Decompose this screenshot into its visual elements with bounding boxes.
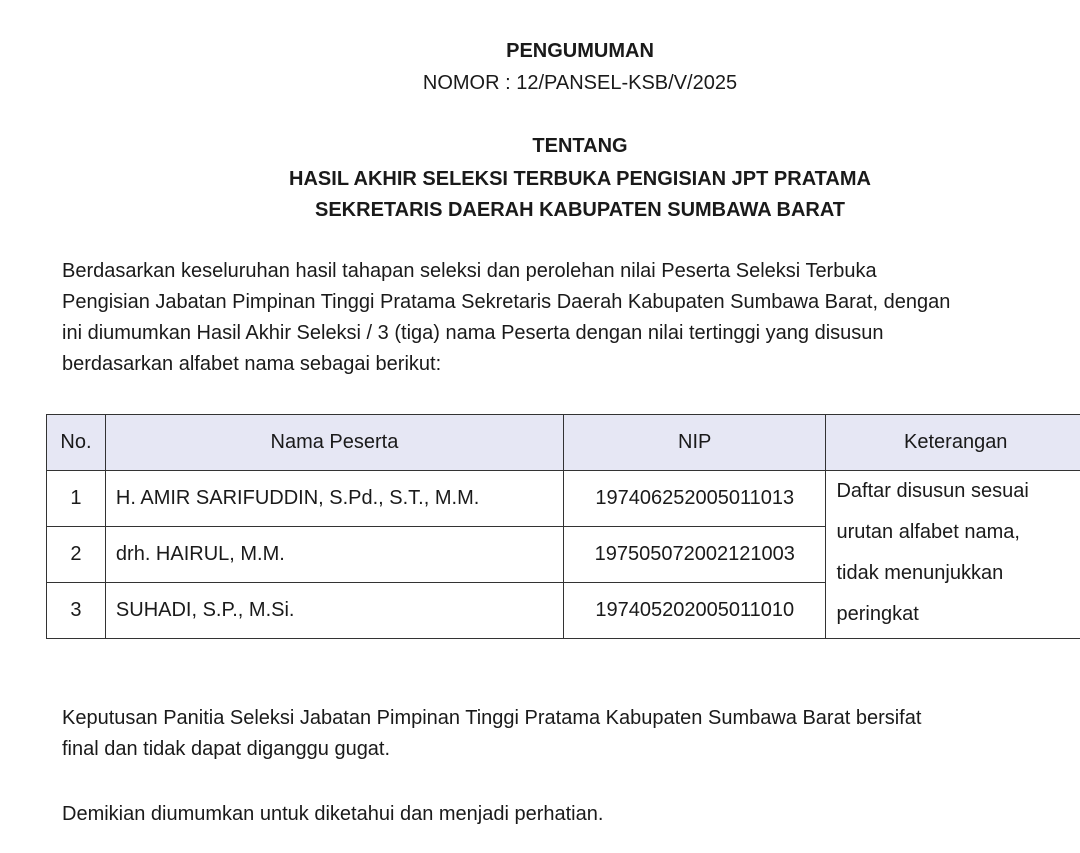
remarks-line: peringkat [836,603,919,625]
intro-line: ini diumumkan Hasil Akhir Seleksi / 3 (tiga) nama Peserta dengan nilai tertinggi yang disusun [62,322,884,344]
row-name: H. AMIR SARIFUDDIN, S.Pd., S.T., M.M. [105,471,563,527]
about-heading: TENTANG [532,135,628,157]
subject-line-1: HASIL AKHIR SELEKSI TERBUKA PENGISIAN JPT PRATAMA [289,168,871,190]
table-header-row [47,415,1080,471]
remarks-line: tidak menunjukkan [836,562,1004,584]
decision-line: final dan tidak dapat diganggu gugat. [62,738,391,760]
remarks-cell [826,471,1080,639]
subject-line-2: SEKRETARIS DAERAH KABUPATEN SUMBAWA BARAT [315,199,845,221]
row-nip: 197505072002121003 [563,527,825,583]
row-nip: 197405202005011010 [563,583,825,639]
intro-paragraph [62,256,1080,380]
document-number: NOMOR : 12/PANSEL-KSB/V/2025 [422,72,738,94]
row-no: 1 [47,471,106,527]
header-no: No. [47,415,106,471]
header-remarks: Keterangan [826,415,1080,471]
row-no: 3 [47,583,106,639]
closing-paragraph [62,799,1080,830]
row-name: drh. HAIRUL, M.M. [105,527,563,583]
row-name: SUHADI, S.P., M.Si. [105,583,563,639]
header-name: Nama Peserta [105,415,563,471]
document-title: PENGUMUMAN [506,40,654,62]
row-no: 2 [47,527,106,583]
decision-paragraph [62,703,1080,765]
results-table [46,414,1080,639]
header-nip: NIP [563,415,825,471]
intro-line: berdasarkan alfabet nama sebagai berikut: [62,353,442,375]
row-nip: 197406252005011013 [563,471,825,527]
remarks-line: Daftar disusun sesuai [836,480,1029,502]
remarks-line: urutan alfabet nama, [836,521,1020,543]
intro-line: Berdasarkan keseluruhan hasil tahapan seleksi dan perolehan nilai Peserta Seleksi Terbuka [62,260,877,282]
closing-line: Demikian diumumkan untuk diketahui dan menjadi perhatian. [62,803,604,825]
table-row [47,471,1080,527]
decision-line: Keputusan Panitia Seleksi Jabatan Pimpinan Tinggi Pratama Kabupaten Sumbawa Barat bersifat [62,707,922,729]
intro-line: Pengisian Jabatan Pimpinan Tinggi Pratama Sekretaris Daerah Kabupaten Sumbawa Barat, dengan [62,291,951,313]
